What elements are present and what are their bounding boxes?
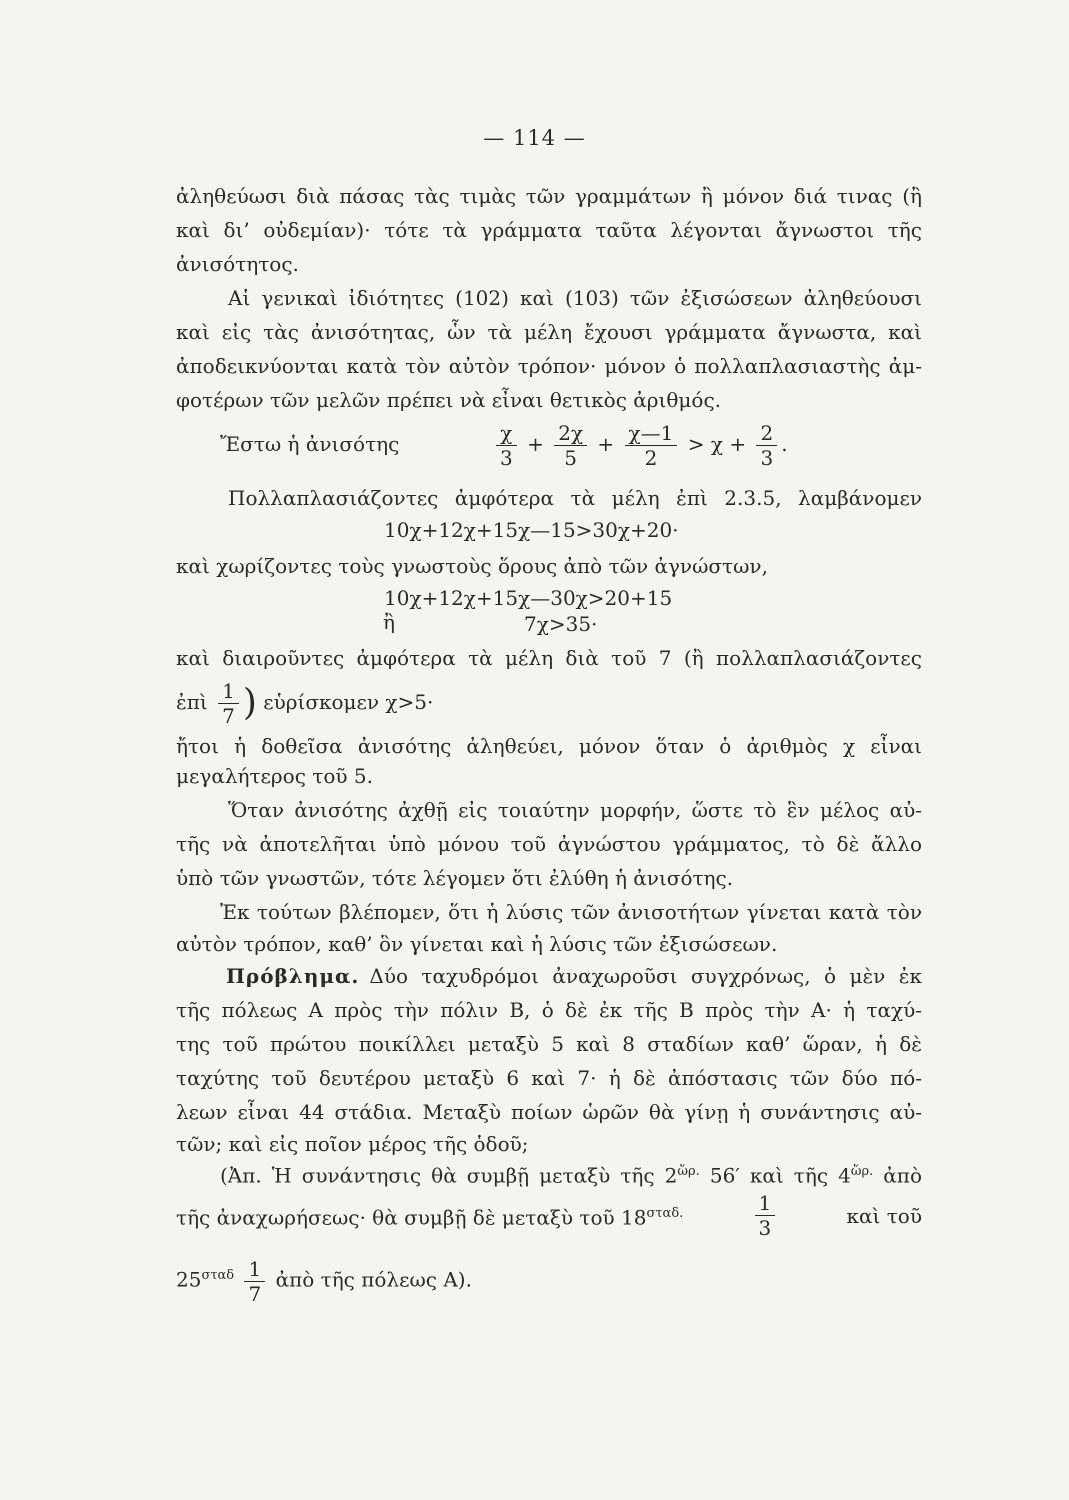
fraction: $\frac{\chi}{3}$ — [496, 421, 517, 470]
answer-line: (Ἀπ. Ἡ συνάντησις θὰ συμβῇ μεταξὺ τῆς $2^{ὥ\rho.}$ 56′ καὶ τῆς $4^{ὥ\rho.}$ ἀπὸ — [220, 1163, 922, 1188]
equation: 7χ>35· — [524, 612, 598, 636]
text-line: της τοῦ πρώτου ποικίλλει μεταξὺ 5 καὶ 8 σταδίων καθ’ ὥραν, ἡ δὲ — [176, 1032, 922, 1056]
text-line: ταχύτης τοῦ δευτέρου μεταξὺ 6 καὶ 7· ἡ δὲ ἀπόστασις τῶν δύο πό- — [176, 1066, 922, 1090]
fraction: $\frac{1}{3}$ — [755, 1191, 776, 1240]
text-line: μεγαλήτερος τοῦ 5. — [176, 764, 373, 788]
answer-line: $25^{\sigma\tau\alpha\delta}$ $\frac{1}{7}$ ἀπὸ τῆς πόλεως Α). — [176, 1256, 472, 1306]
equation: 10χ+12χ+15χ—30χ>20+15 — [384, 586, 673, 610]
fraction: $\frac{2}{3}$ — [756, 421, 777, 470]
text-line: ἐπὶ $\frac{1}{7}$ ) εὑρίσκομεν χ>5· — [176, 679, 434, 728]
text-line: καὶ εἰς τὰς ἀνισότητας, ὧν τὰ μέλη ἔχουσι γράμματα ἄγνωστα, καὶ — [176, 320, 922, 344]
text-line: καὶ δι’ οὐδεμίαν)· τότε τὰ γράμματα ταῦτα λέγονται ἄγνωστοι τῆς — [176, 218, 922, 242]
fraction: $\frac{1}{7}$ — [218, 679, 239, 728]
text-line: Ἔστω ἡ ἀνισότης — [220, 432, 400, 456]
text-line: αὐτὸν τρόπον, καθ’ ὃν γίνεται καὶ ἡ λύσις τῶν ἐξισώσεων. — [176, 932, 778, 956]
text-line: τῶν; καὶ εἰς ποῖον μέρος τῆς ὁδοῦ; — [176, 1132, 529, 1156]
text-line: λεων εἶναι 44 στάδια. Μεταξὺ ποίων ὡρῶν θὰ γίνῃ ἡ συνάντησις αὐ- — [176, 1100, 922, 1124]
text-line: Ἐκ τούτων βλέπομεν, ὅτι ἡ λύσις τῶν ἀνισοτήτων γίνεται κατὰ τὸν — [220, 900, 922, 924]
equation: 10χ+12χ+15χ—15>30χ+20· — [384, 518, 679, 542]
text-line: Αἱ γενικαὶ ἰδιότητες (102) καὶ (103) τῶν ἐξισώσεων ἀληθεύουσι — [228, 286, 922, 310]
text-line: ἤτοι ἡ δοθεῖσα ἀνισότης ἀληθεύει, μόνον ὅταν ὁ ἀριθμὸς χ εἶναι — [176, 734, 922, 758]
inequality-formula: $\frac{\chi}{3}$ + $\frac{2\chi}{5}$ + $\frac{\chi—1}{2}$ > χ + $\frac{2}{3}$ . — [492, 414, 788, 474]
text-line: ἀνισότητος. — [176, 252, 299, 276]
fraction: $\frac{2\chi}{5}$ — [554, 421, 587, 470]
text-line: ἀληθεύωσι διὰ πάσας τὰς τιμὰς τῶν γραμμάτων ἢ μόνον διά τινας (ἢ — [176, 184, 922, 208]
fraction: $\frac{\chi—1}{2}$ — [625, 421, 678, 470]
page-number: — 114 — — [483, 126, 586, 150]
fraction: $\frac{1}{7}$ — [244, 1257, 265, 1306]
text-line: ὑπὸ τῶν γνωστῶν, τότε λέγομεν ὅτι ἐλύθη ἡ ἀνισότης. — [176, 866, 734, 890]
answer-line: τῆς ἀναχωρήσεως· θὰ συμβῇ δὲ μεταξὺ τοῦ $18^{\sigma\tau\alpha\delta.}$ $\frac{1}{3}$ καὶ τοῦ — [176, 1191, 922, 1241]
text-line: τῆς νὰ ἀποτελῆται ὑπὸ μόνου τοῦ ἀγνώστου γράμματος, τὸ δὲ ἄλλο — [176, 832, 922, 856]
text-line: ἢ — [383, 610, 395, 634]
text-line: καὶ διαιροῦντες ἀμφότερα τὰ μέλη διὰ τοῦ 7 (ἢ πολλαπλασιάζοντες — [176, 646, 922, 670]
text-line: καὶ χωρίζοντες τοὺς γνωστοὺς ὅρους ἀπὸ τῶν ἀγνώστων, — [176, 554, 768, 578]
text-line: φοτέρων τῶν μελῶν πρέπει νὰ εἶναι θετικὸς ἀριθμός. — [176, 388, 722, 412]
problem-label: Πρόβλημα. — [226, 964, 360, 988]
text-line: Ὅταν ἀνισότης ἀχθῇ εἰς τοιαύτην μορφήν, ὥστε τὸ ἓν μέλος αὐ- — [228, 798, 922, 822]
text-line: τῆς πόλεως Α πρὸς τὴν πόλιν Β, ὁ δὲ ἐκ τῆς Β πρὸς τὴν Α· ἡ ταχύ- — [176, 998, 922, 1022]
text-line: ἀποδεικνύονται κατὰ τὸν αὐτὸν τρόπον· μόνον ὁ πολλαπλασιαστὴς ἀμ- — [176, 354, 922, 378]
text-line: Πολλαπλασιάζοντες ἀμφότερα τὰ μέλη ἐπὶ 2.3.5, λαμβάνομεν — [228, 486, 922, 510]
text-line: Πρόβλημα. Δύο ταχυδρόμοι ἀναχωροῦσι συγχρόνως, ὁ μὲν ἐκ — [226, 964, 922, 988]
